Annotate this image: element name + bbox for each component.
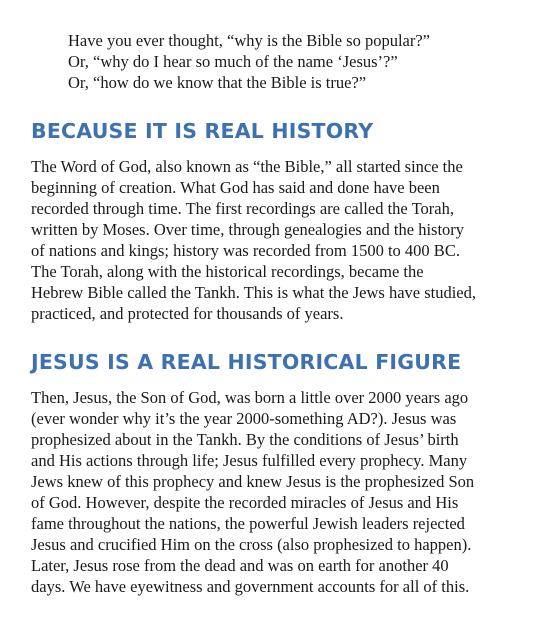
paragraph-line: of God. However, despite the recorded miracles of Jesus and His xyxy=(31,493,459,512)
paragraph-line: of nations and kings; history was recorded from 1500 to 400 BC. xyxy=(31,241,460,260)
intro-line: Have you ever thought, “why is the Bible so popular?” xyxy=(68,31,430,50)
paragraph-line: fame throughout the nations, the powerful Jewish leaders rejected xyxy=(31,514,465,533)
intro-line: Or, “how do we know that the Bible is true?” xyxy=(68,73,367,92)
paragraph-line: written by Moses. Over time, through genealogies and the history xyxy=(31,220,465,239)
paragraph-line: and His actions through life; Jesus fulfilled every prophecy. Many xyxy=(31,451,468,470)
paragraph-line: beginning of creation. What God has said and done have been xyxy=(31,178,440,197)
intro-questions xyxy=(68,30,508,93)
paragraph-line: Jesus and crucified Him on the cross (also prophesized to happen). xyxy=(31,535,472,554)
paragraph-line: Then, Jesus, the Son of God, was born a little over 2000 years ago xyxy=(31,388,469,407)
paragraph-line: (ever wonder why it’s the year 2000-something AD?). Jesus was xyxy=(31,409,457,428)
paragraph-line: Later, Jesus rose from the dead and was on earth for another 40 xyxy=(31,556,449,575)
section-paragraph-real-history xyxy=(31,156,521,324)
paragraph-line: The Torah, along with the historical recordings, became the xyxy=(31,262,424,281)
section-paragraph-historical-figure xyxy=(31,387,521,597)
paragraph-line: practiced, and protected for thousands of years. xyxy=(31,304,344,323)
paragraph-line: Hebrew Bible called the Tankh. This is what the Jews have studied, xyxy=(31,283,477,302)
paragraph-line: The Word of God, also known as “the Bible,” all started since the xyxy=(31,157,463,176)
paragraph-line: recorded through time. The first recordings are called the Torah, xyxy=(31,199,454,218)
section-heading-historical-figure: JESUS IS A REAL HISTORICAL FIGURE xyxy=(31,350,462,374)
paragraph-line: Jews knew of this prophecy and knew Jesus is the prophesized Son xyxy=(31,472,475,491)
intro-line: Or, “why do I hear so much of the name ‘Jesus’?” xyxy=(68,52,398,71)
section-heading-real-history: BECAUSE IT IS REAL HISTORY xyxy=(31,119,374,143)
paragraph-line: days. We have eyewitness and government accounts for all of this. xyxy=(31,577,470,596)
paragraph-line: prophesized about in the Tankh. By the conditions of Jesus’ birth xyxy=(31,430,459,449)
